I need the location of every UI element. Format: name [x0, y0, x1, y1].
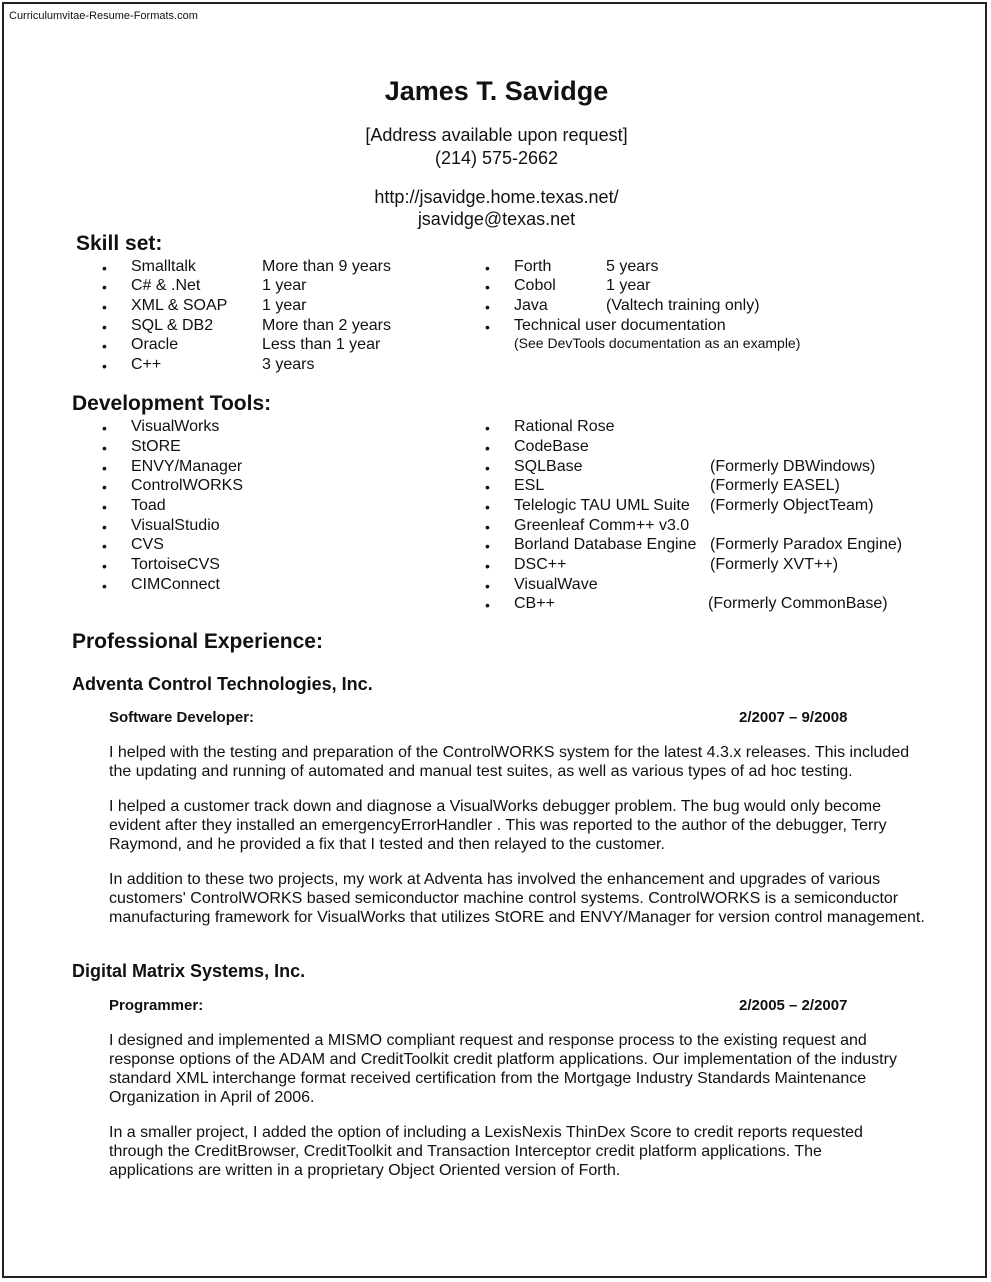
skill-years: 1 year [606, 277, 651, 294]
skill-years: More than 9 years [262, 258, 391, 275]
tools-heading: Development Tools: [72, 392, 272, 415]
bullet: • [485, 558, 490, 574]
tool-item: CIMConnect [131, 576, 220, 593]
skill-name: Cobol [514, 277, 556, 294]
bullet: • [102, 578, 107, 594]
bullet: • [485, 319, 490, 335]
bullet: • [485, 279, 490, 295]
resume-name: James T. Savidge [384, 76, 609, 106]
company-name: Adventa Control Technologies, Inc. [72, 674, 373, 694]
skill-name: Smalltalk [131, 258, 196, 275]
tool-note: (Formerly ObjectTeam) [710, 497, 874, 514]
bullet: • [102, 260, 107, 276]
bullet: • [485, 440, 490, 456]
tool-item: ENVY/Manager [131, 458, 243, 475]
bullet: • [485, 260, 490, 276]
phone-line: (214) 575-2662 [434, 148, 559, 168]
bullet: • [485, 499, 490, 515]
bullet: • [102, 440, 107, 456]
bullet: • [102, 460, 107, 476]
job-paragraph: In addition to these two projects, my work at Adventa has involved the enhancement and upgrades of various customers' ControlWORKS based semiconductor machine control systems. ControlWORKS is a semiconductor manufacturing framework for VisualWorks that utilizes StORE and ENVY/Manager for version control management. [109, 871, 925, 926]
resume-page [2, 2, 987, 1278]
job-dates: 2/2007 – 9/2008 [739, 709, 848, 726]
tool-item: Borland Database Engine [514, 536, 697, 553]
skill-years: 1 year [262, 277, 307, 294]
job-title: Programmer: [109, 997, 204, 1014]
bullet: • [102, 538, 107, 554]
tool-item: DSC++ [514, 556, 567, 573]
skill-years: Less than 1 year [262, 336, 381, 353]
bullet: • [485, 578, 490, 594]
skill-name: XML & SOAP [131, 297, 228, 314]
skill-note: (See DevTools documentation as an example) [514, 335, 801, 351]
tool-item: CVS [131, 536, 164, 553]
tool-note: (Formerly DBWindows) [710, 458, 876, 475]
bullet: • [485, 299, 490, 315]
tool-item: VisualWorks [131, 418, 220, 435]
tool-note: (Formerly CommonBase) [708, 595, 888, 612]
tool-item: ESL [514, 477, 545, 494]
tool-note: (Formerly XVT++) [710, 556, 839, 573]
tool-item: SQLBase [514, 458, 583, 475]
bullet: • [102, 558, 107, 574]
job-paragraph: I helped a customer track down and diagnose a VisualWorks debugger problem. The bug would only become evident after they installed an emergencyErrorHandler . This was reported to the author of the debugger, Terry Raymond, and he provided a fix that I tested and then relayed to the customer. [109, 798, 887, 853]
tool-item: Greenleaf Comm++ v3.0 [514, 517, 690, 534]
bullet: • [102, 358, 107, 374]
bullet: • [102, 319, 107, 335]
skill-name: Oracle [131, 336, 179, 353]
skill-years: More than 2 years [262, 317, 391, 334]
job-paragraph: I designed and implemented a MISMO compliant request and response process to the existing request and response options of the ADAM and CreditToolkit credit platform applications. Our implementation of the industry standard XML interchange format received certification from the Mortgage Industry Standards Maintenance Organization in April of 2006. [109, 1032, 897, 1106]
tool-item: Telelogic TAU UML Suite [514, 497, 690, 514]
tool-item: Rational Rose [514, 418, 615, 435]
skill-name: Forth [514, 258, 552, 275]
bullet: • [485, 479, 490, 495]
tool-item: CodeBase [514, 438, 589, 455]
tool-item: VisualWave [514, 576, 598, 593]
website-link[interactable]: http://jsavidge.home.texas.net/ [374, 187, 619, 207]
skill-years: 5 years [606, 258, 659, 275]
tool-item: CB++ [514, 595, 555, 612]
bullet: • [102, 479, 107, 495]
skill-name: Java [514, 297, 548, 314]
skill-years: (Valtech training only) [606, 297, 760, 314]
skill-name: C++ [131, 356, 162, 373]
job-paragraph: I helped with the testing and preparation of the ControlWORKS system for the latest 4.3.x releases. This included the updating and running of automated and manual test suites, as well as various types of ad hoc testing. [109, 744, 910, 780]
bullet: • [102, 299, 107, 315]
job-dates: 2/2005 – 2/2007 [739, 997, 848, 1014]
bullet: • [102, 499, 107, 515]
bullet: • [485, 597, 490, 613]
bullet: • [485, 538, 490, 554]
tool-item: Toad [131, 497, 166, 514]
skill-years: 3 years [262, 356, 315, 373]
email-link[interactable]: jsavidge@texas.net [417, 209, 576, 229]
tool-note: (Formerly Paradox Engine) [710, 536, 903, 553]
company-name: Digital Matrix Systems, Inc. [72, 961, 306, 981]
tool-item: ControlWORKS [131, 477, 244, 494]
skill-name: C# & .Net [131, 277, 201, 294]
bullet: • [485, 519, 490, 535]
tool-item: StORE [131, 438, 181, 455]
tool-item: VisualStudio [131, 517, 220, 534]
job-title: Software Developer: [109, 709, 255, 726]
bullet: • [102, 338, 107, 354]
watermark-text: Curriculumvitae-Resume-Formats.com [9, 10, 198, 22]
bullet: • [485, 420, 490, 436]
bullet: • [102, 519, 107, 535]
tool-note: (Formerly EASEL) [710, 477, 840, 494]
skill-name: SQL & DB2 [131, 317, 214, 334]
bullet: • [102, 279, 107, 295]
skills-heading: Skill set: [76, 232, 163, 255]
tool-item: TortoiseCVS [131, 556, 220, 573]
job-paragraph: In a smaller project, I added the option of including a LexisNexis ThinDex Score to credit reports requested through the CreditBrowser, CreditToolkit and Transaction Interceptor credit platform applications. The applications are written in a proprietary Object Oriented version of Forth. [109, 1124, 863, 1179]
address-line: [Address available upon request] [365, 125, 628, 145]
bullet: • [102, 420, 107, 436]
bullet: • [485, 460, 490, 476]
experience-heading: Professional Experience: [72, 630, 323, 653]
skill-name: Technical user documentation [514, 317, 726, 334]
skill-years: 1 year [262, 297, 307, 314]
